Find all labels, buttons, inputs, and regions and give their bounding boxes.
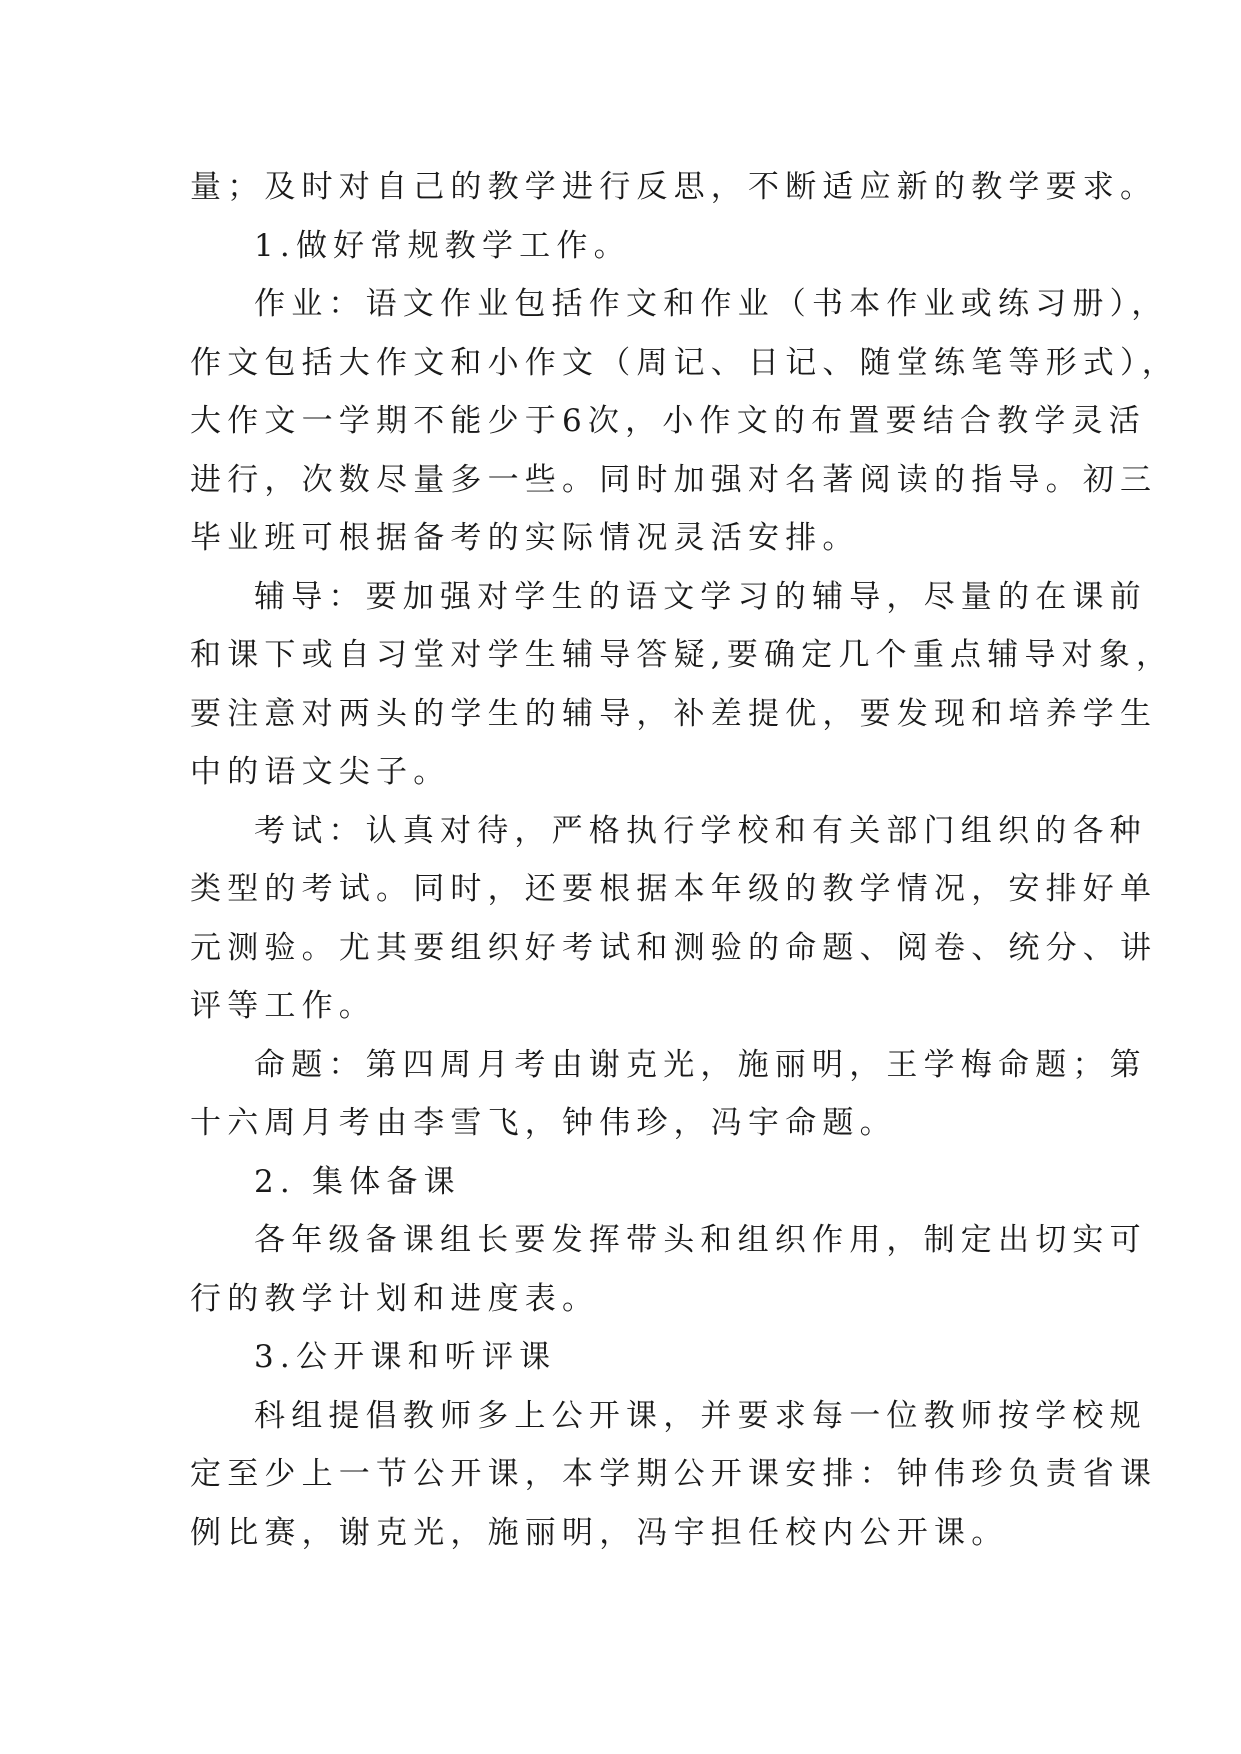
text-line: 大作文一学期不能少于6次，小作文的布置要结合教学灵活 bbox=[190, 403, 1146, 439]
text-line: 命题：第四周月考由谢克光，施丽明，王学梅命题；第 bbox=[254, 1046, 1147, 1083]
text-line: 元测验。尤其要组织好考试和测验的命题、阅卷、统分、讲 bbox=[190, 929, 1158, 966]
text-line: 类型的考试。同时，还要根据本年级的教学情况，安排好单 bbox=[190, 871, 1158, 907]
text-line: 十六周月考由李雪飞，钟伟珍，冯宇命题。 bbox=[190, 1105, 897, 1141]
text-line: 评等工作。 bbox=[190, 988, 376, 1024]
text-line: 行的教学计划和进度表。 bbox=[190, 1280, 600, 1317]
heading-collective-lesson-prep: 2. 集体备课 bbox=[254, 1163, 461, 1200]
text-line: 要注意对两头的学生的辅导，补差提优，要发现和培养学生 bbox=[190, 695, 1158, 732]
text-line: 例比赛，谢克光，施丽明，冯宇担任校内公开课。 bbox=[190, 1514, 1009, 1551]
document-body bbox=[190, 158, 1179, 1562]
text-line: 考试：认真对待，严格执行学校和有关部门组织的各种 bbox=[254, 812, 1147, 849]
text-line: 进行，次数尽量多一些。同时加强对名著阅读的指导。初三 bbox=[190, 461, 1158, 498]
heading-routine-teaching: 1.做好常规教学工作。 bbox=[254, 227, 631, 264]
text-line: 作文包括大作文和小作文（周记、日记、随堂练笔等形式）， bbox=[190, 344, 1179, 381]
text-line: 各年级备课组长要发挥带头和组织作用，制定出切实可 bbox=[254, 1222, 1147, 1258]
text-line: 中的语文尖子。 bbox=[190, 754, 451, 790]
text-line: 和课下或自习堂对学生辅导答疑,要确定几个重点辅导对象， bbox=[190, 637, 1174, 673]
text-line: 毕业班可根据备考的实际情况灵活安排。 bbox=[190, 520, 860, 556]
heading-open-classes: 3.公开课和听评课 bbox=[254, 1339, 557, 1375]
text-line: 辅导：要加强对学生的语文学习的辅导，尽量的在课前 bbox=[254, 578, 1147, 615]
text-line: 科组提倡教师多上公开课，并要求每一位教师按学校规 bbox=[254, 1397, 1147, 1434]
text-line: 作业：语文作业包括作文和作业（书本作业或练习册）， bbox=[254, 286, 1169, 322]
text-line: 定至少上一节公开课，本学期公开课安排：钟伟珍负责省课 bbox=[190, 1456, 1158, 1492]
text-line: 量；及时对自己的教学进行反思，不断适应新的教学要求。 bbox=[190, 169, 1158, 205]
